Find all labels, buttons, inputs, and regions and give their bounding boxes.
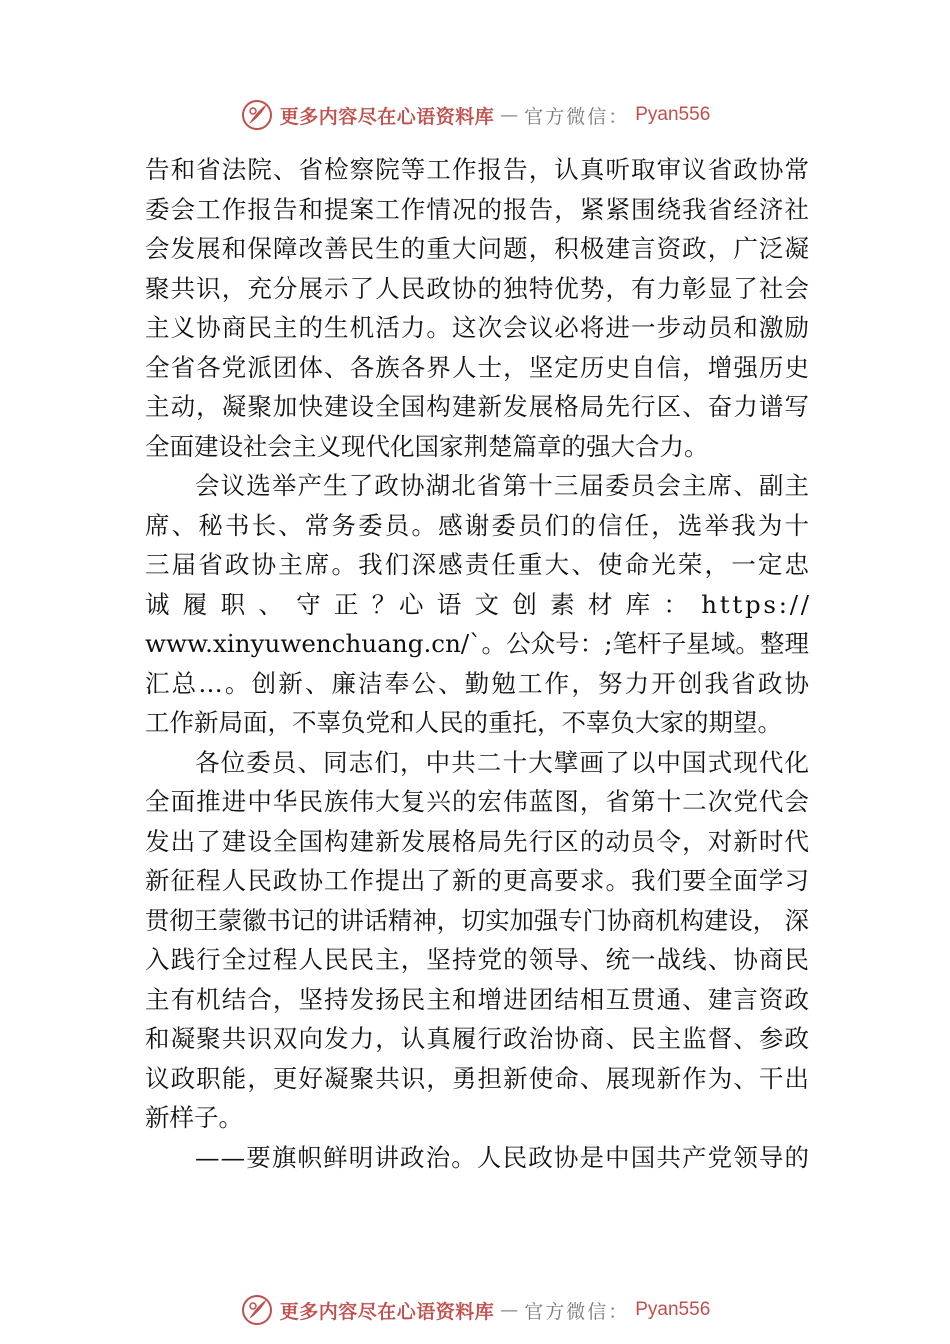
text-line: 主有机结合，坚持发扬民主和增进团结相互贯通、建言资政 [145, 984, 811, 1014]
header-banner-content [240, 98, 711, 132]
text-line: 三届省政协主席。我们深感责任重大、使命光荣，一定忠 [145, 550, 812, 579]
header-banner [0, 95, 950, 135]
text-line: 发出了建设全国构建新发展格局先行区的动员令，对新时代 [145, 826, 811, 856]
banner-wechat-id: Pyan556 [635, 1299, 711, 1320]
text-line: 告和省法院、省检察院等工作报告，认真听取审议省政协常 [145, 155, 811, 184]
text-line: 工作新局面，不辜负党和人民的重托，不辜负大家的期望。 [145, 708, 782, 737]
banner-dash: — [500, 1299, 519, 1321]
document-body [145, 150, 812, 1177]
text-line: 聚共识，充分展示了人民政协的独特优势，有力彰显了社会 [145, 273, 811, 303]
text-line: 新样子。 [145, 1103, 243, 1132]
text-line: 主义协商民主的生机活力。这次会议必将进一步动员和激励 [145, 313, 811, 342]
text-line: 入践行全过程人民民主，坚持党的领导、统一战线、协商民 [145, 945, 811, 974]
text-line: 议政职能，更好凝聚共识，勇担新使命、展现新作为、干出 [145, 1063, 811, 1093]
banner-title: 更多内容尽在心语资料库 [279, 1300, 495, 1323]
paragraph-start-line: ——要旗帜鲜明讲政治。人民政协是中国共产党领导的 [195, 1142, 811, 1172]
text-line: 全面推进中华民族伟大复兴的宏伟蓝图，省第十二次党代会 [145, 787, 811, 816]
banner-dash: — [500, 104, 519, 126]
quill-logo-icon [240, 98, 274, 132]
footer-banner [0, 1290, 950, 1330]
text-line: 贯彻王蒙徽书记的讲话精神，切实加强专门协商机构建设， 深 [145, 905, 809, 935]
text-line: 席、秘书长、常务委员。感谢委员们的信任，选举我为十 [145, 510, 812, 540]
text-line: 全面建设社会主义现代化国家荆楚篇章的强大合力。 [145, 431, 709, 461]
footer-banner-content [240, 1293, 711, 1327]
banner-title: 更多内容尽在心语资料库 [279, 105, 495, 128]
banner-wechat-id: Pyan556 [635, 104, 711, 125]
text-line: 会发展和保障改善民生的重大问题，积极建言资政，广泛凝 [145, 234, 811, 263]
quill-logo-icon [240, 1293, 274, 1327]
text-line: 全省各党派团体、各族各界人士，坚定历史自信，增强历史 [145, 352, 811, 382]
banner-wechat-label: 官方微信： [524, 1300, 630, 1323]
text-line: 诚 履 职 、 守 正 ？心 语 文 创 素 材 库 ： https:// [145, 589, 812, 619]
text-line: 主动，凝聚加快建设全国构建新发展格局先行区、奋力谱写 [145, 392, 811, 421]
banner-wechat-label: 官方微信： [524, 105, 630, 128]
text-line: 汇总…。创新、廉洁奉公、勤勉工作，努力开创我省政协 [145, 668, 812, 698]
text-line-url: www.xinyuwenchuang.cn/`。公众号：;笔杆子星域。整理 [145, 629, 810, 658]
text-line: 委会工作报告和提案工作情况的报告，紧紧围绕我省经济社 [145, 194, 811, 224]
text-line: 新征程人民政协工作提出了新的更高要求。我们要全面学习 [145, 866, 811, 895]
text-line: 和凝聚共识双向发力，认真履行政治协商、民主监督、参政 [145, 1024, 811, 1053]
paragraph-start-line: 各位委员、同志们，中共二十大擘画了以中国式现代化 [195, 747, 811, 777]
paragraph-start-line: 会议选举产生了政协湖北省第十三届委员会主席、副主 [195, 471, 811, 500]
